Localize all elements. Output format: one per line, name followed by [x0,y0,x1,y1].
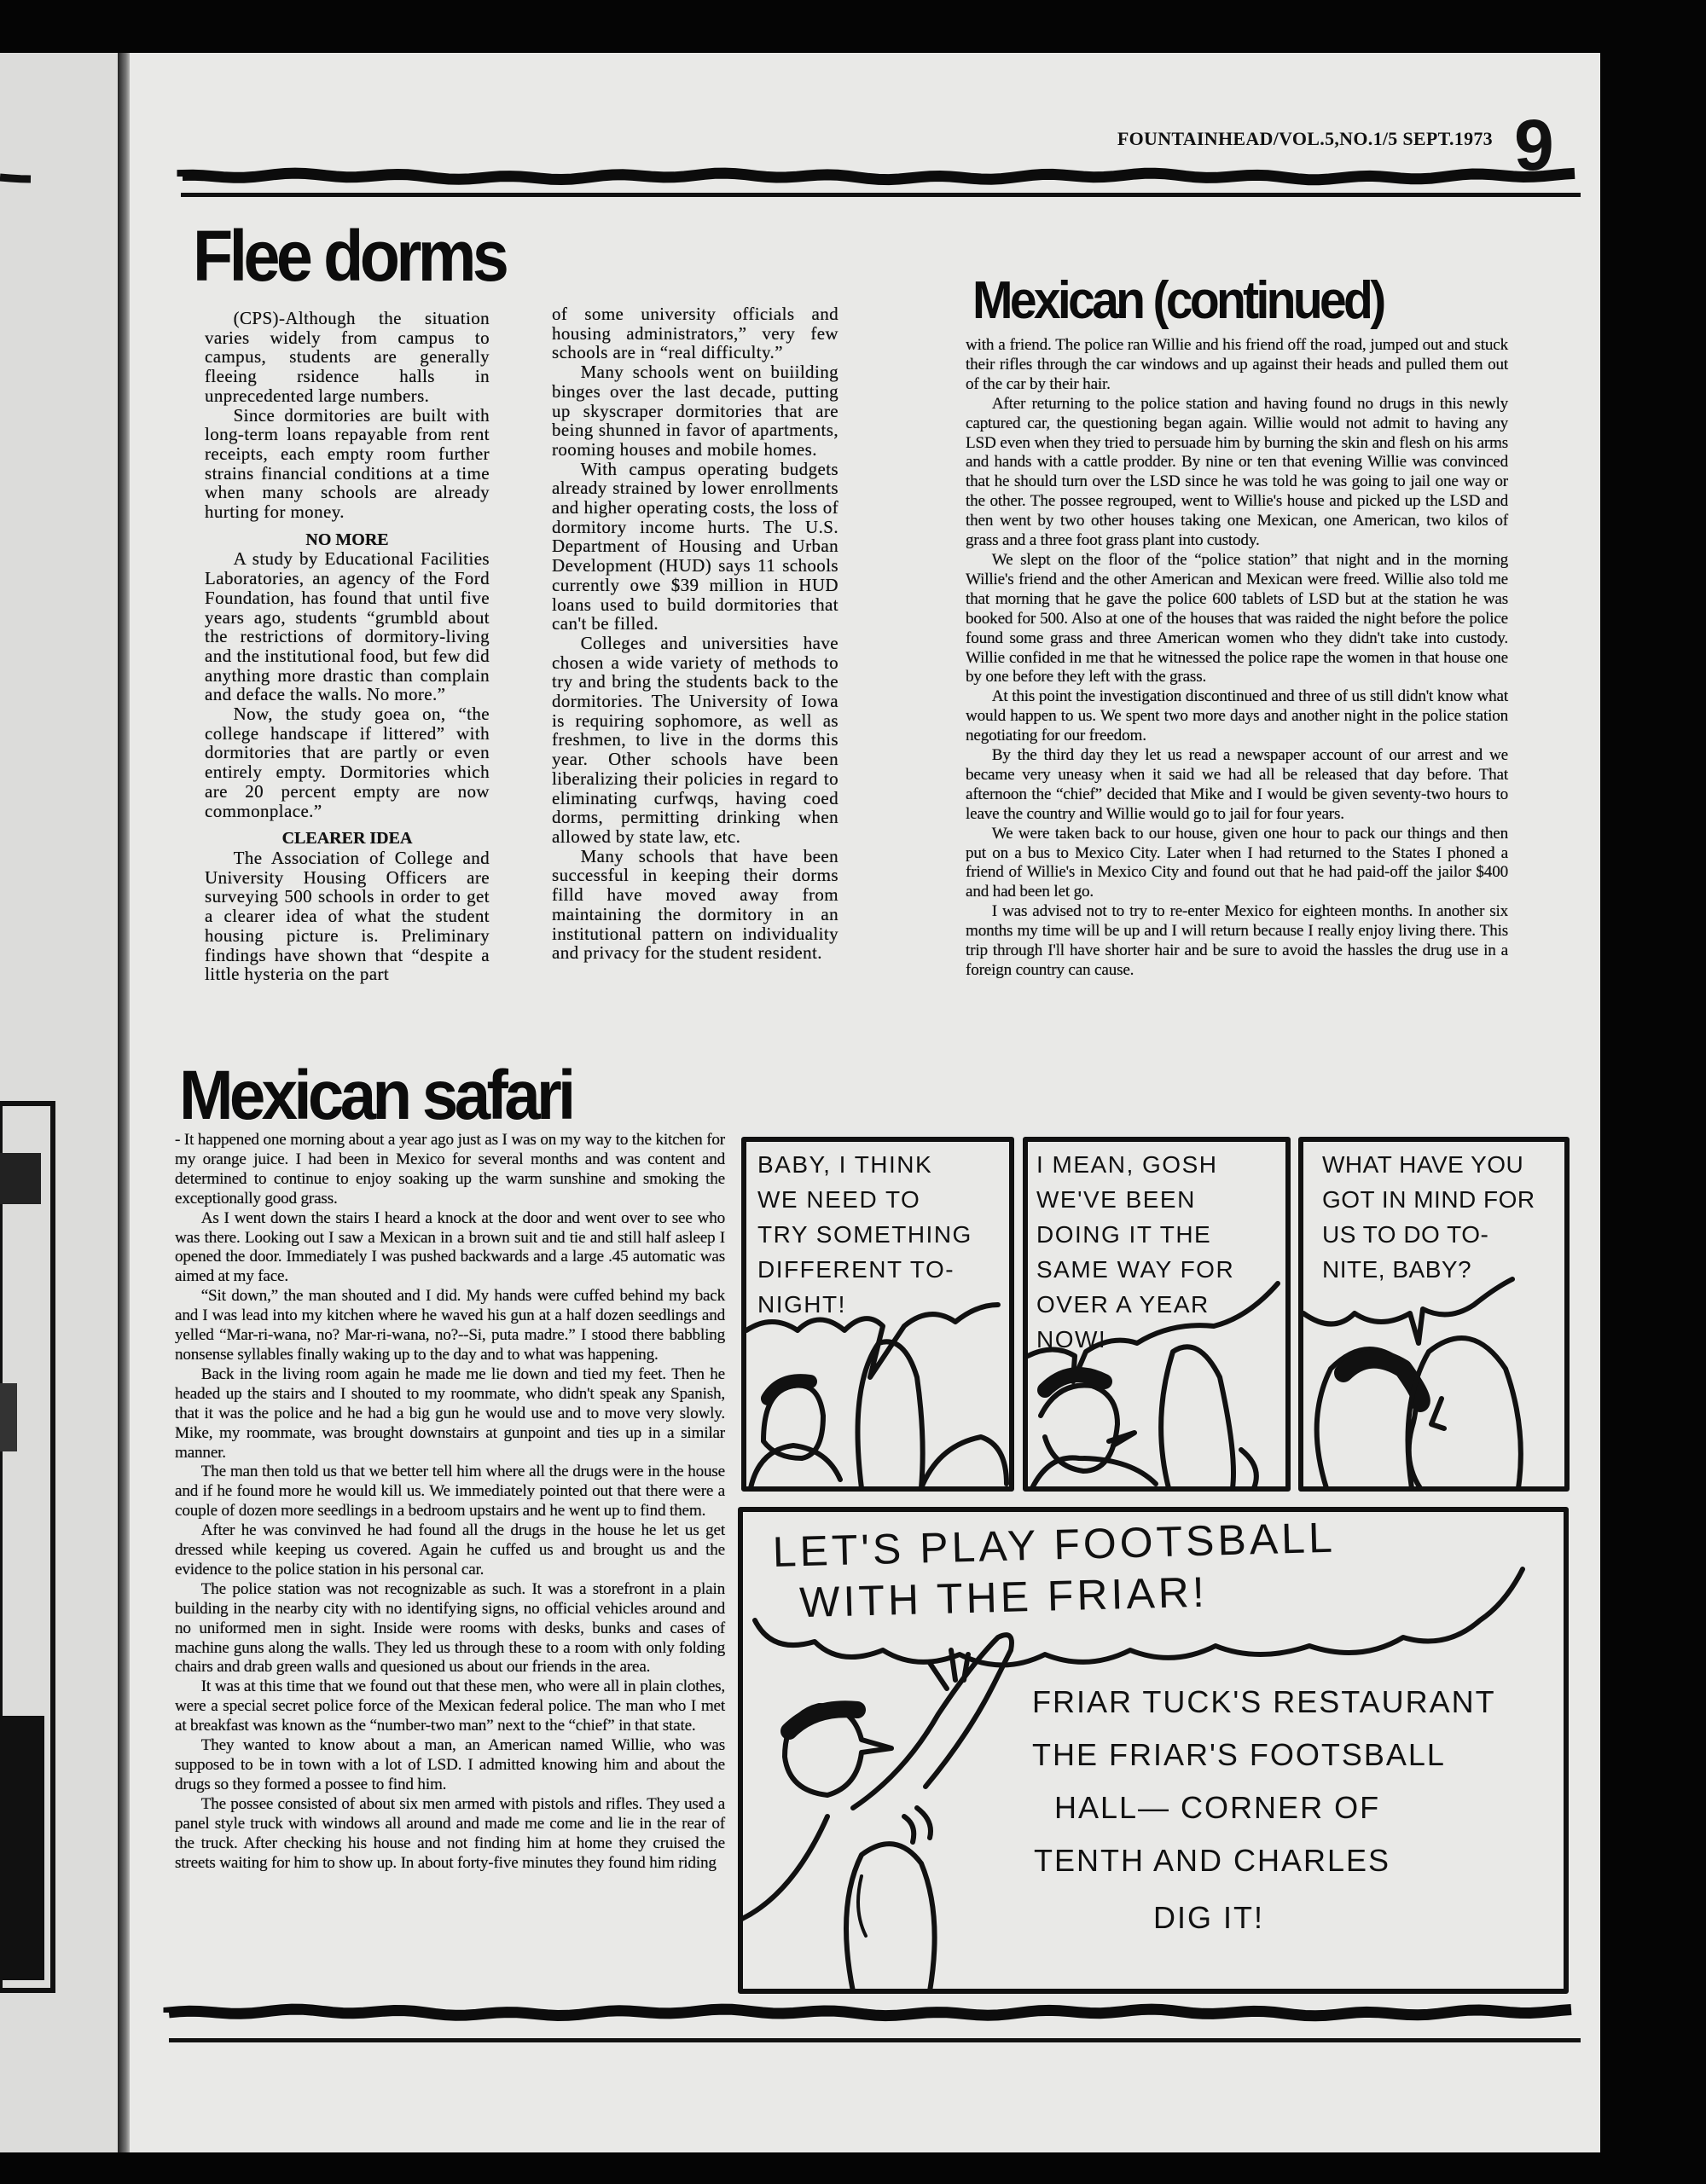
dialogue-line: DOING IT THE [1036,1221,1212,1248]
friar-ad-line: FRIAR TUCK'S RESTAURANT [1032,1684,1496,1719]
dialogue-line: I MEAN, GOSH [1036,1151,1218,1178]
dialogue-line: NITE, BABY? [1322,1256,1472,1283]
article-paragraph: With campus operating budgets already strained by lower enrollments and higher operating costs, the loss of dormitory income hurts. The U.S. Department of Housing and Urban Development (HUD) says 11 schools currently owe $39 million in HUD loans used to build dormitories that can't be filled. [552,458,838,634]
comic-panel-2-dialogue [1036,1147,1234,1357]
article-paragraph: A study by Educational Facilities Laboratories, an agency of the Ford Foundation, has found that until five years ago, students “grumbld about the restrictions of dormitory-living and the institutional food, but few did anything more drastic than complain and deface the walls. No more.” [205,548,490,705]
article-paragraph: As I went down the stairs I heard a knock at the door and went over to see who was there. Looking out I saw a Mexican in a brown suit and tie and still half asleep I opened the door. Immediately I was pushed backwards and a large .45 automatic was aimed at my face. [175,1208,725,1286]
speech-bubble-3 [1303,1279,1512,1343]
article-paragraph: Colleges and universities have chosen a wide variety of methods to try and bring the students back to the dormitories. The University of Iowa is requiring sophomore, as well as freshmen, to live in the dorms this year. Other schools have been liberalizing their policies in regard to eliminating curfwqs, having coed dorms, permitting drinking when allowed by state law, etc. [552,632,838,847]
friar-ad-line: HALL— CORNER OF [1054,1790,1381,1825]
friar-ad-bubble-text [772,1512,1338,1629]
article-paragraph: The Association of College and University Housing Officers are surveying 500 schools in order to get a clearer idea of what the student housing picture is. Preliminary findings have shown that “despite a little hysteria on the part [205,847,490,985]
article-paragraph: After he was convinved he had found all the drugs in the house he let us get dressed while keeping us covered. Again he cuffed us and brought us and the evidence to the police station in his personal car. [175,1521,725,1579]
friar-ad-line: DIG IT! [1153,1900,1264,1935]
article-paragraph: Many schools went on buiilding binges over the last decade, putting up skyscraper dormitories that are being shunned in favor of apartments, rooming houses and mobile homes. [552,362,838,460]
friar-ad-line: TENTH AND CHARLES [1034,1843,1391,1878]
article-paragraph: It was at this time that we found out that these men, who were all in plain clothes, were a special secret police force of the Mexican federal police. The man who I met at breakfast was known as the “number-two man” next to the “chief” in that state. [175,1677,725,1735]
dialogue-line: GOT IN MIND FOR [1322,1186,1535,1213]
article-paragraph: Now, the study goea on, “the college handscape if littered” with dormitories that are partly or even entirely empty. Dormitories which are 20 percent empty are now commonplace.” [205,704,490,821]
article-paragraph: Since dormitories are built with long-term loans repayable from rent receipts, each empty room further strains financial conditions at a time when many schools are already hurting for money. [205,404,490,523]
dialogue-line: OVER A YEAR [1036,1291,1210,1318]
article-paragraph: of some university officials and housing administrators,” very few schools are in “real difficulty.” [552,304,838,363]
ad-bubble-line: WITH THE FRIAR! [798,1567,1209,1627]
article-paragraph: I was advised not to try to re-enter Mexico for eighteen months. In another six months my time will be up and I will return because I really enjoy living there. This trip through I'll have shorter hair and be sure to avoid the hassles the drug use in a foreign country can cause. [966,902,1508,979]
article-paragraph: At this point the investigation discontinued and three of us still didn't know what would happen to us. We spent two more days and another night in the police station negotiating for our freedom. [966,687,1508,745]
comic-panel-3-dialogue [1322,1147,1535,1287]
article-paragraph: Many schools that have been successful in keeping their dorms filld have moved away from maintaining the dormitory in an institutional pattern on individuality and privacy for the student resident. [552,845,838,964]
friar-ad-line: THE FRIAR'S FOOTSBALL [1032,1737,1446,1772]
page-number: 9 [1514,105,1554,185]
article-paragraph: with a friend. The police ran Willie and his friend off the road, jumped out and stuck their rifles through the car windows and up against their heads and pulled them out of the car by their hair. [966,336,1508,393]
ad-bubble-line: LET'S PLAY FOOTSBALL [772,1513,1337,1576]
dialogue-line: WE'VE BEEN [1036,1186,1196,1213]
dialogue-line: SAME WAY FOR [1036,1256,1235,1283]
article-paragraph: The police station was not recognizable as such. It was a storefront in a plain building in the nearby city with no identifying signs, no official vehicles around and no uniformed men in sight. Inside were rooms with desks, bunks and cases of machine guns along the walls. They led us through these to a room with only folding chairs and drab green walls and quesioned us about our friends in the area. [175,1579,725,1677]
article-paragraph: Back in the living room again he made me lie down and tied my feet. Then he headed up the stairs and I shouted to my roommate, who didn't speak any Spanish, that it was the police and he had a big gun he would use and to move very slowly. Mike, my roommate, was brought downstairs at gunpoint and ties up in a similar manner. [175,1364,725,1462]
article-paragraph: We were taken back to our house, given one hour to pack our things and then put on a bus to Mexico City. Later when I had returned to the States I phoned a friend of Willie's in Mexico City and found out that he had paid-off the jailor $400 and had been let go. [966,824,1508,901]
section-subhead: NO MORE [305,530,389,549]
comic-panel-1-dialogue [757,1147,972,1322]
dialogue-line: TRY SOMETHING [757,1221,972,1248]
flee-dorms-headline: Flee dorms [193,216,506,296]
dialogue-line: WE NEED TO [757,1186,921,1213]
publication-dateline: FOUNTAINHEAD/VOL.5,NO.1/5 SEPT.1973 [1117,128,1493,149]
dialogue-line: BABY, I THINK [757,1151,933,1178]
article-paragraph: We slept on the floor of the “police station” that night and in the morning Willie's friend and the other American and Mexican were freed. Willie also told me that morning that he gave the police 600 tablets of LSD but at the station he was booked for 500. Also at one of the houses that was raided the night before the police found some grass and three American women who they didn't take into custody. Willie confided in me that he witnessed the police rape the women in that house one by one before they left with the grass. [966,550,1508,686]
article-paragraph: The possee consisted of about six men armed with pistols and rifles. They used a panel style truck with windows all around and made me come and lie in the rear of the truck. After checking his house and not finding him at home they cruised the streets waiting for him to show up. In about forty-five minutes they found him riding [175,1794,725,1872]
article-paragraph: - It happened one morning about a year ago just as I was on my way to the kitchen for my orange juice. I had been in Mexico for several months and was content and determined to continue to enjoy soaking up the warm sunshine and smoking the exceptionally good grass. [175,1131,725,1208]
mexican-continued-headline: Mexican (continued) [972,271,1384,330]
dialogue-line: US TO DO TO- [1322,1221,1489,1248]
article-paragraph: “Sit down,” the man shouted and I did. My hands were cuffed behind my back and I was lead into my kitchen where he waved his gun at a half dozen seedlings and yelled “Mar-ri-wana, no? Mar-ri-wana, no?--Si, puta madre.” I stood there babbling nonsense syllables finally waking up to the day and to what was happening. [175,1287,725,1364]
article-paragraph: By the third day they let us read a newspaper account of our arrest and we became very uneasy when it said we had all be released that day before. That afternoon the “chief” decided that Mike and I would be given seventy-two hours to leave the country and Willie would go to jail for four years. [966,746,1508,823]
article-paragraph: After returning to the police station and having found no drugs in this newly captured car, the questioning began again. Willie would not admit to having any LSD even when they tried to persuade him by burning the skin and flesh on his arms and hands with a cattle prodder. By nine or ten that evening Willie was convinced that he should turn over the LSD since he was told he was going to jail one way or the other. The possee regrouped, went to Willie's house and picked up the LSD and then went by two other houses taking one Mexican, one American, two kilos of grass and a three foot grass plant into custody. [966,394,1508,550]
dialogue-line: NOW! [1036,1326,1107,1353]
mexican-safari-headline: Mexican safari [179,1057,572,1134]
section-subhead: CLEARER IDEA [281,829,413,849]
dialogue-line: WHAT HAVE YOU [1322,1151,1524,1178]
article-paragraph: They wanted to know about a man, an American named Willie, who was supposed to be in town with a lot of LSD. I admitted knowing him and about the drugs so they formed a possee to find him. [175,1736,725,1793]
dialogue-line: DIFFERENT TO- [757,1256,955,1283]
dialogue-line: NIGHT! [757,1291,846,1318]
friar-figure-arm [742,1635,1012,1919]
article-paragraph: The man then told us that we better tell him where all the drugs were in the house and if he found more he would kill us. We immediately pointed out that there were a couple of dozen more seedlings in a bedroom upstairs and he went up to find them. [175,1463,725,1521]
article-paragraph: (CPS)-Although the situation varies widely from campus to campus, students are generally fleeing rsidence halls in unprecedented large numbers. [205,308,490,406]
